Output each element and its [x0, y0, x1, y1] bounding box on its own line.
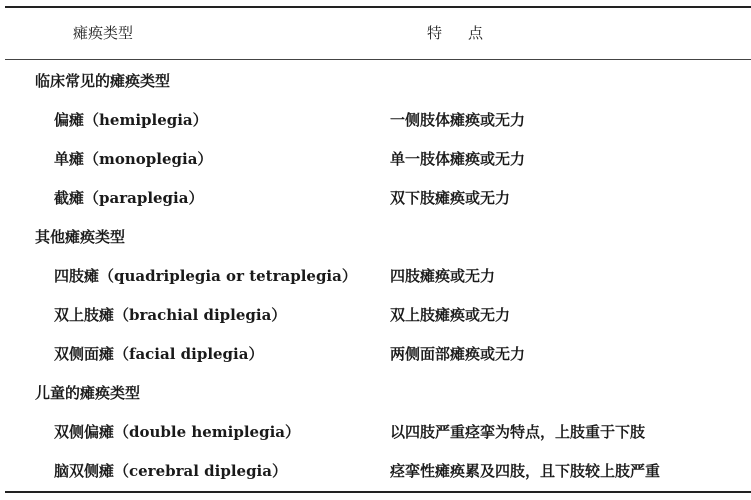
row-feature-cerebral-diplegia: 痉挛性瘫痪累及四肢，且下肢较上肢严重	[390, 462, 661, 480]
table-top-rule	[5, 6, 751, 8]
row-type-monoplegia: 单瘫（monoplegia）	[54, 150, 213, 168]
row-feature-paraplegia: 双下肢瘫痪或无力	[390, 189, 511, 207]
row-feature-hemiplegia: 一侧肢体瘫痪或无力	[390, 111, 526, 129]
group-label-common: 临床常见的瘫痪类型	[35, 72, 171, 90]
header-rule	[5, 59, 751, 60]
row-type-facial-diplegia: 双侧面瘫（facial diplegia）	[54, 345, 264, 363]
row-type-double-hemiplegia: 双侧偏瘫（double hemiplegia）	[54, 423, 301, 441]
row-feature-brachial-diplegia: 双上肢瘫痪或无力	[390, 306, 511, 324]
row-feature-quadriplegia: 四肢瘫痪或无力	[390, 267, 496, 285]
row-type-paraplegia: 截瘫（paraplegia）	[54, 189, 204, 207]
header-paralysis-type: 瘫痪类型	[73, 24, 134, 42]
group-label-other: 其他瘫痪类型	[35, 228, 126, 246]
row-feature-monoplegia: 单一肢体瘫痪或无力	[390, 150, 526, 168]
row-type-brachial-diplegia: 双上肢瘫（brachial diplegia）	[54, 306, 287, 324]
row-type-quadriplegia: 四肢瘫（quadriplegia or tetraplegia）	[54, 267, 357, 285]
group-label-children: 儿童的瘫痪类型	[35, 384, 141, 402]
header-features-char2: 点	[468, 24, 484, 42]
row-feature-facial-diplegia: 两侧面部瘫痪或无力	[390, 345, 526, 363]
row-type-cerebral-diplegia: 脑双侧瘫（cerebral diplegia）	[54, 462, 287, 480]
row-feature-double-hemiplegia: 以四肢严重痉挛为特点，上肢重于下肢	[390, 423, 646, 441]
table-bottom-rule	[5, 491, 751, 493]
row-type-hemiplegia: 偏瘫（hemiplegia）	[54, 111, 208, 129]
header-features-char1: 特	[427, 24, 443, 42]
header-features	[427, 23, 483, 43]
